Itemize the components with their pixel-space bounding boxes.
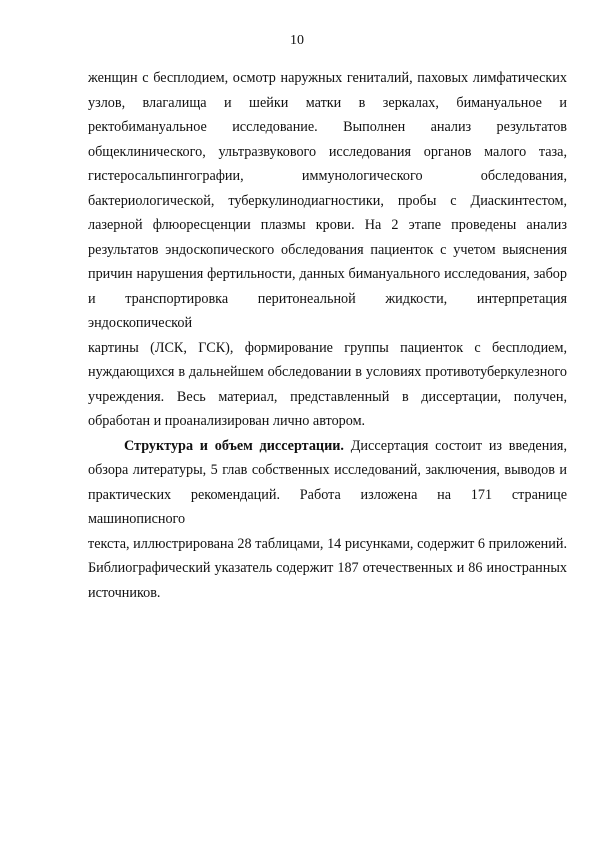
text-line: нуждающихся в дальнейшем обследовании в условиях противотуберкулезного	[88, 364, 567, 380]
text-line: ректобимануальное исследование. Выполнен анализ результатов	[88, 119, 567, 135]
text-line: общеклинического, ультразвукового исследования органов малого таза,	[88, 143, 567, 160]
text-line: обработан и проанализирован лично автором.	[88, 413, 366, 429]
text-line	[88, 434, 567, 459]
text-line: обзора литературы, 5 глав собственных исследований, заключения, выводов и	[88, 462, 567, 478]
text-line: узлов, влагалища и шейки матки в зеркалах, бимануальное и	[88, 94, 567, 111]
text-line: Библиографический указатель содержит 187 отечественных и 86 иностранных	[88, 560, 567, 576]
text-line: бактериологической, туберкулинодиагностики, пробы с Диаскинтестом,	[88, 192, 567, 209]
text-line: причин нарушения фертильности, данных бимануального исследования, забор	[88, 266, 567, 282]
page-number: 10	[290, 33, 304, 48]
section-heading: Структура и объем диссертации.	[124, 437, 344, 454]
text-line: текста, иллюстрирована 28 таблицами, 14 рисунками, содержит 6 приложений.	[88, 535, 567, 552]
text-line: женщин с бесплодием, осмотр наружных гениталий, паховых лимфатических	[88, 70, 567, 86]
text-line: учреждения. Весь материал, представленный в диссертации, получен,	[88, 388, 567, 405]
paragraph-methods	[88, 66, 567, 434]
text-line: и транспортировка перитонеальной жидкости, интерпретация эндоскопической	[88, 290, 567, 331]
text-run: Диссертация состоит из введения,	[350, 437, 567, 454]
text-line: лазерной флюоресценции плазмы крови. На 2 этапе проведены анализ	[88, 217, 567, 233]
paragraph-structure	[88, 434, 567, 606]
text-line: практических рекомендаций. Работа изложена на 171 странице машинописного	[88, 486, 567, 527]
text-line: гистеросальпингографии, иммунологического обследования,	[88, 168, 567, 184]
text-line: результатов эндоскопического обследования пациенток с учетом выяснения	[88, 241, 567, 258]
page-body	[88, 66, 567, 605]
text-line: картины (ЛСК, ГСК), формирование группы пациенток с бесплодием,	[88, 339, 567, 356]
text-line: источников.	[88, 584, 161, 601]
